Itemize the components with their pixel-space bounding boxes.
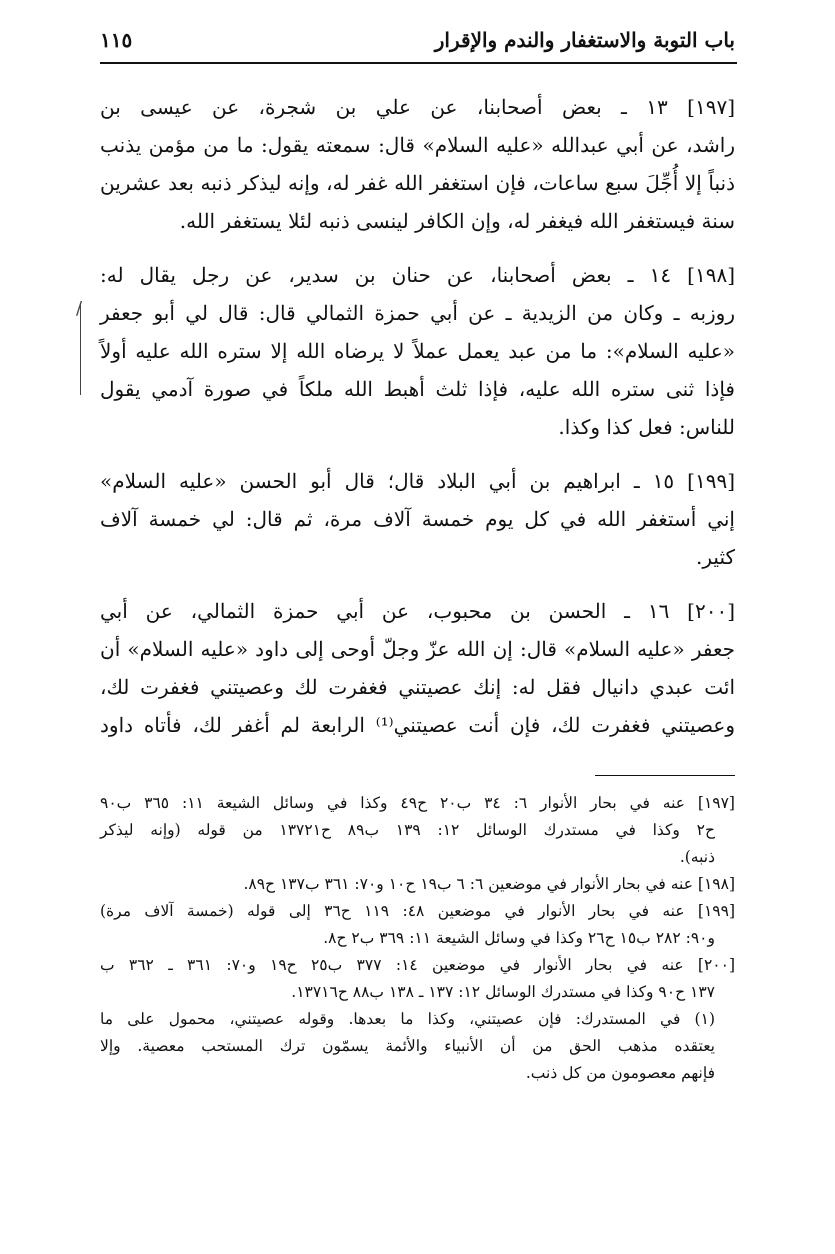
page-number: ١١٥: [100, 28, 133, 52]
footnote-line: فإنهم معصومون من كل ذنب.: [525, 1064, 715, 1082]
footnote-199: [100, 898, 735, 952]
text-line: راشد، عن أبي عبدالله «عليه السلام» قال: سمعته يقول: ما من مؤمن يذنب: [100, 133, 735, 157]
hadith-entry-200: [100, 592, 735, 744]
text-line: إني أستغفر الله في كل يوم خمسة آلاف مرة، ثم قال: لي خمسة آلاف: [100, 507, 735, 531]
footnote-197: [100, 790, 735, 871]
footnote-line: ١٣٧ ح٩٠ وكذا في مستدرك الوسائل ١٢: ١٣٧ ـ ١٣٨ ب٨٨ ح١٣٧١٦.: [291, 983, 715, 1001]
hadith-entry-197: [100, 88, 735, 240]
footnotes: [100, 790, 735, 1087]
footnote-line: (١) في المستدرك: فإن عصيتني، وكذا ما بعدها. وقوله عصيتني، محمول على ما: [100, 1010, 715, 1028]
text-line: للناس: فعل كذا وكذا.: [558, 415, 735, 439]
hadith-entry-198: [100, 256, 735, 446]
text-line: سنة فيستغفر الله فيغفر له، وإن الكافر لينسى ذنبه لئلا يستغفر الله.: [179, 209, 735, 233]
footnote-line: يعتقده مذهب الحق من أن الأنبياء والأئمة يسمّون ترك المستحب معصية. وإلا: [100, 1037, 715, 1055]
text-line: جعفر «عليه السلام» قال: إن الله عزّ وجلّ أوحى إلى داود «عليه السلام» أن: [100, 637, 735, 661]
text-line: روزبه ـ وكان من الزيدية ـ عن أبي حمزة الثمالي قال: قال لي أبو جعفر: [100, 301, 735, 325]
main-text: [100, 88, 735, 760]
text-line: [١٩٨] ١٤ ـ بعض أصحابنا، عن حنان بن سدير، عن رجل يقال له:: [100, 263, 735, 287]
margin-mark-line: [80, 305, 81, 395]
footnote-198: [100, 871, 735, 898]
text-line: فإذا ثنى ستره الله عليه، فإذا ثلث أهبط الله ملكاً في صورة آدمي يقول: [100, 377, 735, 401]
text-line: ذنباً إلا أُجِّلَ سبع ساعات، فإن استغفر الله غفر له، وإنه ليذكر ذنبه بعد عشرين: [100, 171, 735, 195]
footnote-line: [١٩٨] عنه في بحار الأنوار في موضعين ٦: ٦ ب١٩ ح١٠ و٧٠: ٣٦١ ب١٣٧ ح٨٩.: [243, 875, 735, 893]
footnote-line: [٢٠٠] عنه في بحار الأنوار في موضعين ١٤: ٣٧٧ ب٢٥ ح١٩ و٧٠: ٣٦١ ـ ٣٦٢ ب: [100, 956, 736, 974]
text-line: ائت عبدي دانيال فقل له: إنك عصيتني فغفرت لك وعصيتني فغفرت لك،: [100, 675, 735, 699]
footnote-line: [١٩٧] عنه في بحار الأنوار ٦: ٣٤ ب٢٠ ح٤٩ وكذا في وسائل الشيعة ١١: ٣٦٥ ب٩٠: [100, 794, 735, 812]
footnote-line: ذنبه).: [679, 848, 715, 866]
footnote-line: و٩٠: ٢٨٢ ب١٥ ح٢٦ وكذا في وسائل الشيعة ١١: ٣٦٩ ب٢ ح٨.: [323, 929, 715, 947]
running-title: باب التوبة والاستغفار والندم والإقرار: [434, 28, 735, 52]
footnote-1: [100, 1006, 735, 1087]
text-line: وعصيتني فغفرت لك، فإن أنت عصيتني⁽¹⁾ الرابعة لم أغفر لك، فأتاه داود: [100, 713, 735, 737]
footnote-line: ح٢ وكذا في مستدرك الوسائل ١٢: ١٣٩ ب٨٩ ح١٣٧٢١ من قوله (وإنه ليذكر: [100, 821, 715, 839]
text-line: «عليه السلام»: ما من عبد يعمل عملاً لا يرضاه الله إلا ستره الله عليه أولاً: [100, 339, 735, 363]
text-line: [١٩٧] ١٣ ـ بعض أصحابنا، عن علي بن شجرة، عن عيسى بن: [100, 95, 735, 119]
text-line: [١٩٩] ١٥ ـ ابراهيم بن أبي البلاد قال؛ قال أبو الحسن «عليه السلام»: [100, 469, 735, 493]
header-rule: [100, 62, 737, 64]
margin-mark-slash: /: [76, 298, 83, 319]
footnote-line: [١٩٩] عنه في بحار الأنوار في موضعين ٤٨: ١١٩ ح٣٦ إلى قوله (خمسة آلاف مرة): [100, 902, 736, 920]
footnote-rule: [595, 775, 735, 776]
text-line: [٢٠٠] ١٦ ـ الحسن بن محبوب، عن أبي حمزة الثمالي، عن أبي: [100, 599, 735, 623]
text-line: كثير.: [696, 545, 735, 569]
footnote-200: [100, 952, 735, 1006]
hadith-entry-199: [100, 462, 735, 576]
